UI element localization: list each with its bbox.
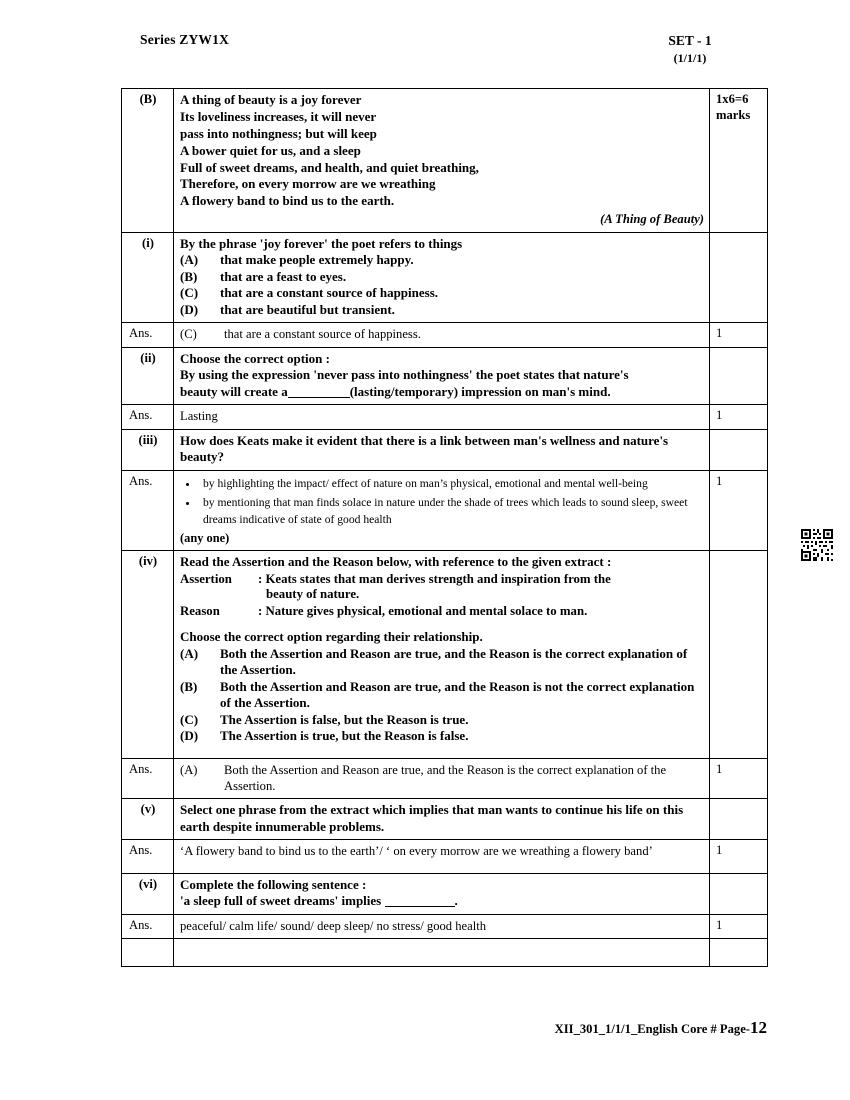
- row-label: (iii): [122, 429, 174, 470]
- fill-blank: [288, 397, 350, 398]
- answer-value: that are a constant source of happiness.: [224, 327, 421, 342]
- spacer: [180, 860, 704, 869]
- option-list: [180, 252, 704, 318]
- row-label: (ii): [122, 347, 174, 405]
- option-text: that are a feast to eyes.: [220, 268, 347, 284]
- question-text: Select one phrase from the extract which implies that man wants to continue his life on this earth despite innumerable problems.: [180, 802, 684, 834]
- question-answer-table: [121, 88, 768, 967]
- reason-row: [180, 603, 704, 620]
- series-label: Series ZYW1X: [140, 32, 230, 47]
- set-code: (1/1/1): [673, 51, 707, 66]
- question-line: [180, 384, 704, 401]
- table-row: [122, 840, 768, 873]
- question-line: Choose the correct option :: [180, 350, 330, 366]
- question-text: [180, 351, 704, 401]
- option-key: (C): [180, 711, 199, 727]
- page-number: 12: [750, 1018, 767, 1037]
- option-text: that are beautiful but transient.: [220, 301, 395, 317]
- option-key: (C): [180, 285, 199, 301]
- option-text: that are a constant source of happiness.: [220, 285, 439, 301]
- row-body: [174, 939, 710, 967]
- reason-text: : Nature gives physical, emotional and mental solace to man.: [258, 604, 588, 619]
- table-row: [122, 405, 768, 429]
- set-label: SET - 1: [668, 33, 712, 48]
- question-line-pre: 'a sleep full of sweet dreams' implies: [180, 893, 382, 909]
- table-row: [122, 551, 768, 758]
- row-label: (iv): [122, 551, 174, 758]
- row-marks: [710, 551, 768, 758]
- option-item: [180, 252, 704, 269]
- question-line: By using the expression 'never pass into nothingness' the poet states that nature's: [180, 367, 629, 383]
- answer-text: peaceful/ calm life/ sound/ deep sleep/ no stress/ good health: [180, 918, 487, 933]
- set-block: [600, 32, 780, 66]
- option-list: [180, 646, 704, 745]
- spacer: [180, 620, 704, 629]
- table-row: [122, 323, 768, 347]
- row-label: [122, 939, 174, 967]
- answer-option: [180, 326, 704, 342]
- question-line-pre: beauty will create a: [180, 383, 288, 399]
- assertion-text-cont: beauty of nature.: [266, 587, 360, 602]
- spacer: [180, 745, 704, 754]
- row-marks: [710, 232, 768, 323]
- row-body: [174, 323, 710, 347]
- option-item: [180, 712, 704, 729]
- poem-line: Full of sweet dreams, and health, and quiet breathing,: [180, 159, 479, 175]
- option-key: (B): [180, 678, 198, 694]
- question-text: How does Keats make it evident that there is a link between man's wellness and nature's beauty?: [180, 432, 669, 465]
- row-marks: 1: [710, 840, 768, 873]
- row-marks: [710, 347, 768, 405]
- option-key: (B): [180, 268, 198, 284]
- assertion-text: : Keats states that man derives strength and inspiration from the: [258, 571, 611, 586]
- row-marks: 1: [710, 914, 768, 938]
- table-row: [122, 470, 768, 551]
- table-row: [122, 347, 768, 405]
- option-item: [180, 679, 704, 712]
- option-text: The Assertion is true, but the Reason is false.: [220, 728, 469, 744]
- answer-text: [180, 326, 704, 342]
- row-body: [174, 89, 710, 233]
- row-label: (i): [122, 232, 174, 323]
- list-item: • by highlighting the impact/ effect of nature on man’s physical, emotional and mental well-being: [199, 475, 704, 492]
- option-key: (D): [180, 728, 199, 744]
- option-key: (A): [180, 252, 199, 268]
- row-label: Ans.: [122, 405, 174, 429]
- footer-text: XII_301_1/1/1_English Core # Page-: [554, 1022, 750, 1036]
- question-line-post: (lasting/temporary) impression on man's mind.: [349, 383, 611, 399]
- question-line: Complete the following sentence :: [180, 876, 367, 892]
- row-marks: 1: [710, 758, 768, 799]
- row-marks: 1: [710, 323, 768, 347]
- row-label: Ans.: [122, 914, 174, 938]
- assertion-key: Assertion: [180, 571, 232, 586]
- row-body: [174, 873, 710, 914]
- row-label: (B): [122, 89, 174, 233]
- table-row: [122, 799, 768, 840]
- row-body: [174, 470, 710, 551]
- table-row: [122, 914, 768, 938]
- row-body: [174, 840, 710, 873]
- qr-code-icon: [800, 528, 834, 562]
- poem-line: A bower quiet for us, and a sleep: [180, 142, 361, 158]
- answer-note: (any one): [180, 530, 230, 545]
- option-item: [180, 269, 704, 286]
- row-body: [174, 551, 710, 758]
- row-marks: 1: [710, 470, 768, 551]
- question-text: By the phrase 'joy forever' the poet refers to things: [180, 235, 463, 251]
- poem-line: Therefore, on every morrow are we wreathing: [180, 176, 436, 192]
- table-row: [122, 89, 768, 233]
- poem-line: A thing of beauty is a joy forever: [180, 92, 362, 107]
- answer-text: [180, 762, 704, 795]
- answer-key: (C): [180, 327, 197, 342]
- table-row: [122, 758, 768, 799]
- row-label: Ans.: [122, 840, 174, 873]
- fill-blank: [385, 906, 455, 907]
- answer-option: [180, 762, 704, 795]
- row-body: [174, 758, 710, 799]
- answer-bullet-list: [180, 475, 704, 529]
- table-row: [122, 939, 768, 967]
- row-label: Ans.: [122, 758, 174, 799]
- assertion-row: [180, 571, 704, 588]
- question-text: Read the Assertion and the Reason below, with reference to the given extract :: [180, 554, 612, 570]
- row-marks: [710, 939, 768, 967]
- row-marks: [710, 799, 768, 840]
- row-marks: [710, 873, 768, 914]
- choose-instruction: Choose the correct option regarding their relationship.: [180, 629, 483, 645]
- option-item: [180, 646, 704, 679]
- row-marks: [710, 429, 768, 470]
- row-body: [174, 405, 710, 429]
- row-label: Ans.: [122, 470, 174, 551]
- question-line-post: .: [454, 893, 458, 909]
- option-text: Both the Assertion and Reason are true, and the Reason is not the correct explanation of the Assertion.: [220, 678, 695, 711]
- option-key: (A): [180, 645, 199, 661]
- row-body: [174, 914, 710, 938]
- list-item: • by mentioning that man finds solace in nature under the shade of trees which leads to sound sleep, sweet dreams indicative of state of good health: [199, 494, 704, 529]
- row-body: [174, 799, 710, 840]
- poem-extract: [180, 92, 704, 210]
- empty-body: [180, 942, 704, 962]
- reason-key: Reason: [180, 604, 220, 619]
- answer-value: Both the Assertion and Reason are true, and the Reason is the correct explanation of the Assertion.: [224, 762, 667, 793]
- option-text: The Assertion is false, but the Reason is true.: [220, 711, 469, 727]
- poem-line: Its loveliness increases, it will never: [180, 108, 377, 124]
- option-item: [180, 302, 704, 319]
- poem-line: pass into nothingness; but will keep: [180, 125, 377, 141]
- row-label: Ans.: [122, 323, 174, 347]
- option-item: [180, 285, 704, 302]
- option-item: [180, 728, 704, 745]
- page-footer: [0, 1018, 767, 1038]
- question-text: [180, 877, 704, 910]
- answer-text: Lasting: [180, 409, 218, 424]
- table-row: [122, 873, 768, 914]
- row-body: [174, 347, 710, 405]
- option-key: (D): [180, 301, 199, 317]
- marks-line-1: 1x6=6: [716, 92, 749, 106]
- row-marks: 1: [710, 405, 768, 429]
- row-label: (vi): [122, 873, 174, 914]
- page-header: [0, 32, 850, 72]
- option-text: Both the Assertion and Reason are true, and the Reason is the correct explanation of the Assertion.: [220, 645, 688, 678]
- row-body: [174, 232, 710, 323]
- poem-source: (A Thing of Beauty): [600, 212, 704, 227]
- marks-line-2: marks: [716, 107, 751, 122]
- option-text: that make people extremely happy.: [220, 252, 414, 268]
- row-body: [174, 429, 710, 470]
- answer-key: (A): [180, 762, 198, 777]
- row-marks: [710, 89, 768, 233]
- table-row: [122, 429, 768, 470]
- poem-line: A flowery band to bind us to the earth.: [180, 193, 395, 209]
- row-label: (v): [122, 799, 174, 840]
- question-line: [180, 893, 704, 910]
- table-row: [122, 232, 768, 323]
- answer-text: ‘A flowery band to bind us to the earth’/ ‘ on every morrow are we wreathing a flowery band’: [180, 844, 653, 859]
